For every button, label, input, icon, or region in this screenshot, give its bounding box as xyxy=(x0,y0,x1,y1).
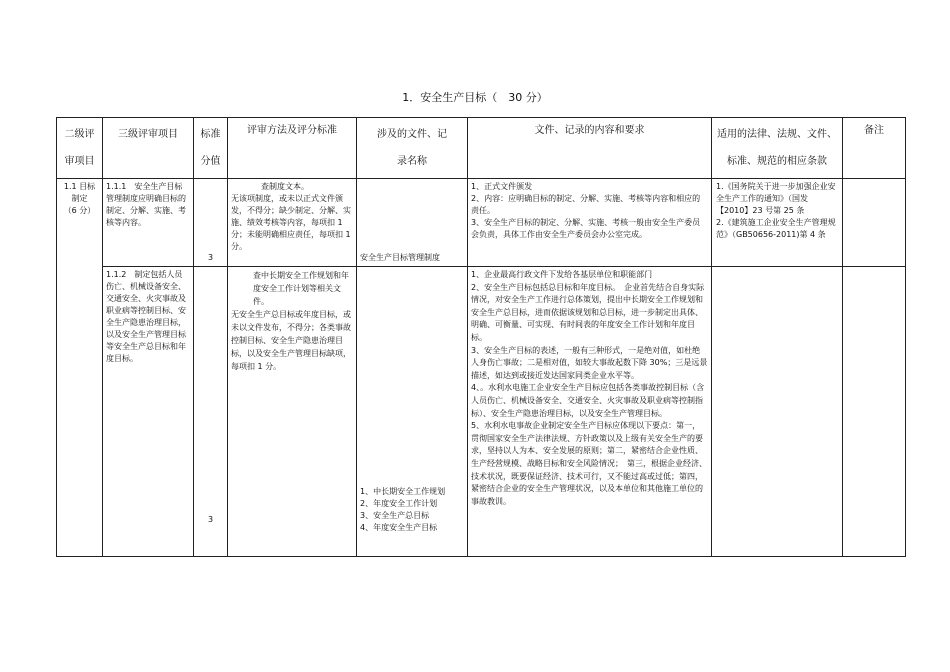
table-row xyxy=(57,179,906,267)
method-title: 查中长期安全工作规划和年度安全工作计划等相关文件。 xyxy=(253,271,349,306)
requirement-item: 1、正式文件颁发 xyxy=(471,182,533,191)
requirement-item: 4、。水利水电施工企业安全生产目标应包括各类事故控制目标（含人员伤亡、机械设备安全、交通安全、火灾事故及职业病等控制指标）、安全生产隐患治理目标，以及安全生产管理目标。 xyxy=(471,383,705,418)
doc-item: 1、中长期安全工作规划 xyxy=(360,487,446,496)
doc-item: 4、年度安全生产目标 xyxy=(360,523,438,532)
table-row xyxy=(57,267,906,557)
docs-cell xyxy=(357,267,468,557)
method-cell xyxy=(228,179,357,267)
header-row xyxy=(57,118,906,179)
law-item: 1.《国务院关于进一步加强企业安全生产工作的通知》（国发【2010】23 号第 25 条 xyxy=(716,182,836,215)
score-cell: 3 xyxy=(194,179,228,267)
level3-item: 1.1.1 安全生产目标管理制度应明确目标的制定、分解、实施、考核等内容。 xyxy=(103,179,194,267)
remarks-cell xyxy=(843,179,906,267)
page-title: 1．安全生产目标（ 30 分） xyxy=(402,91,548,104)
level3-item: 1.1.2 制定包括人员伤亡、机械设备安全、交通安全、火灾事故及职业病等控制目标、安全生产隐患治理目标，以及安全生产管理目标等安全生产总目标和年度目标。 xyxy=(103,267,194,557)
header-level2: 二级评 审项目 xyxy=(57,118,103,179)
evaluation-table xyxy=(56,117,906,557)
requirement-item: 5、水利水电事故企业制定安全生产目标应体现以下要点：第一，贯彻国家安全生产法律法规、方针政策以及上级有关安全生产的要求，坚持以人为本、安全发展的原则；第二，紧密结合企业性质、生产经营规模、战略目标和安全风险情况； 第三，根据企业经济、技术状况，既要保证经济、技术可行，又不能过高或过低；第四，紧密结合企业的安全生产管理状况，以及本单位和其他施工单位的事故教训。 xyxy=(471,421,707,506)
requirement-item: 3、安全生产目标的制定、分解、实施、考核一般由安全生产委员会负责，具体工作由安全生产委员会办公室完成。 xyxy=(471,218,701,239)
method-cell xyxy=(228,267,357,557)
header-laws: 适用的法律、法规、文件、 标准、规范的相应条款 xyxy=(712,118,843,179)
header-score: 标准 分值 xyxy=(194,118,228,179)
header-remarks: 备注 xyxy=(843,118,906,179)
laws-cell xyxy=(712,267,843,557)
law-item: 2.《建筑施工企业安全生产管理规范》（GB50656-2011)第 4 条 xyxy=(716,218,836,239)
requirement-item: 2、内容：应明确目标的制定、分解、实施、考核等内容和相应的责任。 xyxy=(471,194,701,215)
requirement-item: 2、安全生产目标包括总目标和年度目标。 企业首先结合自身实际情况，对安全生产工作进行总体策划，提出中长期安全工作规划和安全生产总目标，进而依据该规划和总目标，进一步制定出具体、明确、可衡量、可实现、有时间表的年度安全工作计划和年度目标。 xyxy=(471,282,705,342)
laws-cell xyxy=(712,179,843,267)
requirement-item: 1、企业最高行政文件下发给各基层单位和职能部门 xyxy=(471,270,653,279)
doc-item: 2、年度安全工作计划 xyxy=(360,499,438,508)
header-requirements: 文件、记录的内容和要求 xyxy=(468,118,712,179)
header-method: 评审方法及评分标准 xyxy=(228,118,357,179)
header-docs: 涉及的文件、记 录名称 xyxy=(357,118,468,179)
method-title: 查制度文本。 xyxy=(261,182,309,191)
requirements-cell xyxy=(468,267,712,557)
requirement-item: 3、安全生产目标的表述，一般有三种形式，一是绝对值，如杜绝人身伤亡事故；二是相对值，如较大事故起数下降 30%；三是远景描述，如达到或接近发达国家同类企业水平等。 xyxy=(471,345,708,380)
method-body: 无该项制度，或未以正式文件颁发，不得分；缺少制定、分解、实施、绩效考核等内容，每项扣 1 分；未能明确相应责任，每项扣 1 分。 xyxy=(231,194,351,251)
header-level3: 三级评审项目 xyxy=(103,118,194,179)
doc-item: 3、安全生产总目标 xyxy=(360,511,430,520)
score-cell: 3 xyxy=(194,267,228,557)
remarks-cell xyxy=(843,267,906,557)
requirements-cell xyxy=(468,179,712,267)
docs-cell: 安全生产目标管理制度 xyxy=(357,179,468,267)
method-body: 无安全生产总目标或年度目标，或未以文件发布，不得分；各类事故控制目标、安全生产隐患治理目标，以及安全生产管理目标缺项，每项扣 1 分。 xyxy=(231,310,351,371)
level2-item: 1.1 目标 制定 （6 分） xyxy=(57,179,103,557)
